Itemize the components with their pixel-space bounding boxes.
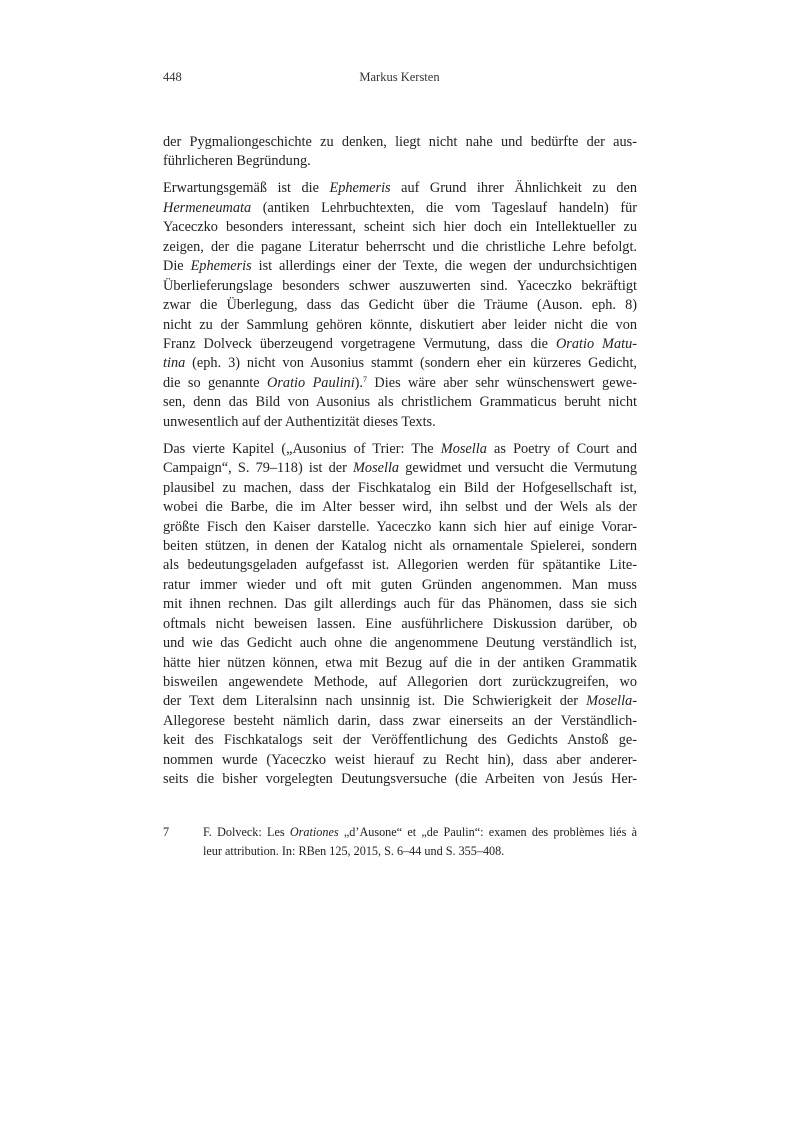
text-line xyxy=(163,537,637,556)
footnote-number: 7 xyxy=(163,825,170,839)
text-segment: die so genannte xyxy=(163,374,268,391)
text-segment: (eph. 3) nicht von Ausonius stammt (sondern eher ein kürzeres Gedicht, xyxy=(185,355,637,372)
footnote xyxy=(163,823,637,861)
italic-text: Oratio Paulini xyxy=(267,374,355,391)
text-line xyxy=(163,257,637,276)
text-line xyxy=(163,576,637,595)
running-title: Markus Kersten xyxy=(359,70,440,84)
text-line xyxy=(203,842,637,861)
text-segment: nommen wurde (Yaceczko weist hierauf zu Recht hin), dass aber anderer- xyxy=(163,751,637,768)
footnote-text xyxy=(203,823,637,861)
text-segment: als bedeutungsgeladen aufgefasst ist. Allegorien werden für spätantike Lite- xyxy=(163,557,637,574)
text-segment: führlicheren Begründung. xyxy=(163,153,311,170)
text-segment: seits die bisher vorgelegten Deutungsversuche (die Arbeiten von Jesús Her- xyxy=(163,771,637,788)
italic-text: Ephemeris xyxy=(329,180,391,197)
text-line xyxy=(163,393,637,412)
text-line xyxy=(163,218,637,237)
text-segment: Das vierte Kapitel („Ausonius of Trier: The xyxy=(163,440,441,457)
text-segment: größte Fisch den Kaiser darstelle. Yaceczko kann sich hier auf einige Vorar- xyxy=(163,518,637,535)
text-line xyxy=(163,374,637,393)
text-segment: keit des Fischkatalogs seit der Veröffentlichung des Gedichts Anstoß ge- xyxy=(163,732,637,749)
italic-text: Hermeneumata xyxy=(163,199,252,216)
text-segment: beiten stützen, in denen der Katalog nicht als ornamentale Spielerei, sondern xyxy=(163,537,637,554)
text-segment: ). xyxy=(354,374,364,391)
text-line xyxy=(163,440,637,459)
text-line xyxy=(163,595,637,614)
text-line xyxy=(163,654,637,673)
italic-text: Ephemeris xyxy=(190,258,252,275)
text-line xyxy=(163,673,637,692)
text-line xyxy=(163,277,637,296)
text-segment: Allegorese besteht nämlich darin, dass zwar einerseits an der Verständlich- xyxy=(163,712,637,729)
text-segment: Campaign“, S. 79–118) ist der xyxy=(163,460,354,477)
body-text xyxy=(163,133,637,797)
text-line xyxy=(163,335,637,354)
text-line xyxy=(163,615,637,634)
text-line xyxy=(163,199,637,218)
text-segment: wobei die Barbe, die im Alter besser wird, ihn selbst und der Wels als der xyxy=(163,499,637,516)
text-segment: nicht zu der Sammlung gehören könnte, diskutiert aber leider nicht die von xyxy=(163,316,637,333)
text-segment: oftmals nicht beweisen lassen. Eine ausführlichere Diskussion darüber, ob xyxy=(163,615,637,632)
text-segment: plausibel zu machen, dass der Fischkatalog ein Bild der Hofgesellschaft ist, xyxy=(163,479,637,496)
text-segment: bisweilen angewendete Methode, auf Allegorien dort zurückzugreifen, wo xyxy=(163,674,637,690)
text-segment: Dies wäre aber sehr wünschenswert gewe- xyxy=(367,374,637,391)
text-line xyxy=(163,731,637,750)
text-segment: Yaceczko besonders interessant, scheint sich hier doch ein Intellektueller zu xyxy=(163,219,637,236)
text-line xyxy=(163,751,637,770)
text-segment: as Poetry of Court and xyxy=(486,440,637,457)
text-segment: Erwartungsgemäß ist die xyxy=(163,180,330,197)
text-segment: Überlieferungslage besonders schwer auszuwerten sind. Yaceczko bekräftigt xyxy=(163,277,637,294)
text-segment: der Pygmaliongeschichte zu denken, liegt nicht nahe und bedürfte der aus- xyxy=(163,134,637,150)
text-line xyxy=(163,498,637,517)
text-line xyxy=(163,152,637,171)
text-segment: ist allerdings einer der Texte, die wegen der undurchsichtigen xyxy=(251,258,638,275)
italic-text: Mosella- xyxy=(586,693,637,710)
text-segment: gewidmet und versucht die Vermutung xyxy=(399,460,637,477)
italic-text: Mosella xyxy=(440,440,487,457)
italic-text: Mosella xyxy=(353,460,400,477)
italic-text: Orationes xyxy=(289,825,339,839)
text-segment: zwar die Überlegung, dass das Gedicht über die Träume (Auson. eph. 8) xyxy=(163,297,637,314)
text-segment: leur attribution. In: RBen 125, 2015, S. 6–44 und S. 355–408. xyxy=(203,844,505,858)
text-line xyxy=(163,692,637,711)
italic-text: tina xyxy=(163,355,186,372)
text-line xyxy=(163,238,637,257)
paragraph xyxy=(163,179,637,432)
text-segment: hätte hier nützen können, etwa mit Bezug auf die in der antiken Grammatik xyxy=(163,654,637,671)
text-line xyxy=(163,179,637,198)
text-line xyxy=(163,413,637,432)
text-line xyxy=(163,556,637,575)
italic-text: Oratio Matu- xyxy=(555,335,637,352)
text-segment: ratur immer wieder und oft mit guten Gründen angenommen. Man muss xyxy=(163,576,637,593)
paragraph xyxy=(163,133,637,172)
text-line xyxy=(163,316,637,335)
text-line xyxy=(163,712,637,731)
text-line xyxy=(163,354,637,373)
paragraph xyxy=(163,440,637,790)
text-line xyxy=(163,634,637,653)
text-segment: auf Grund ihrer Ähnlichkeit zu den xyxy=(390,180,637,197)
text-line xyxy=(163,518,637,537)
text-segment: zeigen, der die pagane Literatur beherrscht und die christliche Lehre befolgt. xyxy=(163,238,637,255)
text-segment: der Text dem Literalsinn nach unsinnig ist. Die Schwierigkeit der xyxy=(163,693,587,710)
text-segment: (antiken Lehrbuchtexten, die vom Tageslauf handeln) für xyxy=(251,199,637,216)
text-segment: und wie das Gedicht auch ohne die angenommene Deutung verständlich ist, xyxy=(163,635,637,652)
text-segment: Franz Dolveck überzeugend vorgetragene Vermutung, dass die xyxy=(163,335,556,352)
text-line xyxy=(163,296,637,315)
text-line xyxy=(163,133,637,152)
text-segment: sen, denn das Bild von Ausonius als christlichem Grammaticus beruht nicht xyxy=(163,394,637,411)
text-segment: F. Dolveck: Les xyxy=(203,825,290,839)
text-line xyxy=(163,459,637,478)
page-number: 448 xyxy=(163,70,182,84)
text-segment: Die xyxy=(163,258,191,275)
text-segment: mit ihnen rechnen. Das gilt allerdings auch für das Phänomen, dass sie sich xyxy=(163,596,637,613)
text-segment: „d’Ausone“ et „de Paulin“: examen des problèmes liés à xyxy=(338,825,637,839)
text-line xyxy=(203,823,637,842)
text-segment: unwesentlich auf der Authentizität dieses Texts. xyxy=(163,413,436,430)
text-line xyxy=(163,479,637,498)
text-line xyxy=(163,770,637,789)
footnote-reference[interactable]: 7 xyxy=(363,374,368,384)
